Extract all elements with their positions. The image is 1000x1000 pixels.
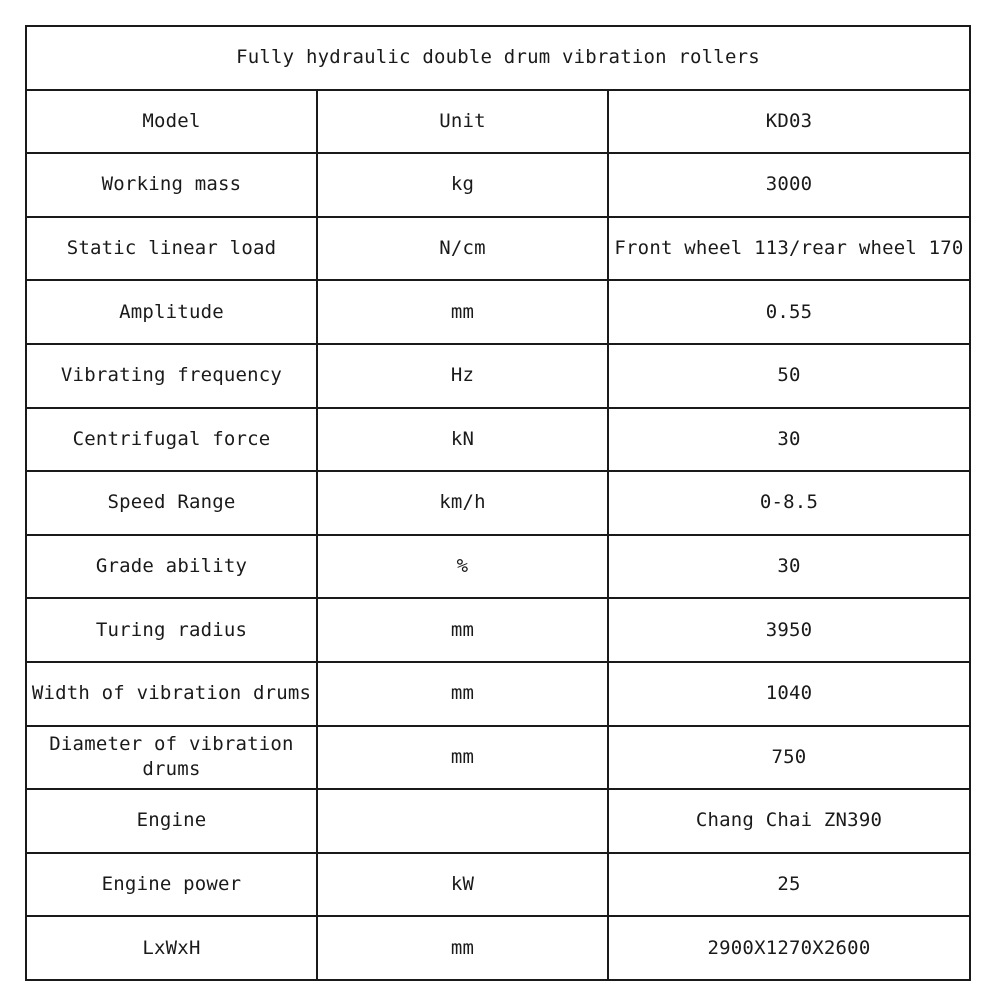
table-row	[26, 726, 970, 790]
value-cell: 3000	[608, 153, 970, 217]
table-row	[26, 471, 970, 535]
parameter-cell: Centrifugal force	[26, 408, 317, 472]
table-row	[26, 789, 970, 853]
header-model-label: Model	[26, 90, 317, 154]
table-header-row	[26, 90, 970, 154]
unit-cell: %	[317, 535, 608, 599]
table-row	[26, 153, 970, 217]
table-row	[26, 853, 970, 917]
parameter-cell: LxWxH	[26, 916, 317, 980]
parameter-cell: Width of vibration drums	[26, 662, 317, 726]
unit-cell: N/cm	[317, 217, 608, 281]
unit-cell: mm	[317, 280, 608, 344]
parameter-cell: Turing radius	[26, 598, 317, 662]
table-row	[26, 217, 970, 281]
value-cell: 30	[608, 535, 970, 599]
header-model-value: KD03	[608, 90, 970, 154]
parameter-cell: Speed Range	[26, 471, 317, 535]
value-cell: 30	[608, 408, 970, 472]
parameter-cell: Engine power	[26, 853, 317, 917]
unit-cell: km/h	[317, 471, 608, 535]
table-title: Fully hydraulic double drum vibration rollers	[26, 26, 970, 90]
unit-cell: mm	[317, 598, 608, 662]
spec-table	[25, 25, 971, 981]
table-row	[26, 280, 970, 344]
spec-table-body	[26, 26, 970, 980]
value-cell: 2900X1270X2600	[608, 916, 970, 980]
value-cell: 1040	[608, 662, 970, 726]
table-row	[26, 408, 970, 472]
value-cell: Front wheel 113/rear wheel 170	[608, 217, 970, 281]
table-row	[26, 916, 970, 980]
unit-cell: kg	[317, 153, 608, 217]
header-unit-label: Unit	[317, 90, 608, 154]
unit-cell: mm	[317, 726, 608, 790]
parameter-cell: Amplitude	[26, 280, 317, 344]
value-cell: 0.55	[608, 280, 970, 344]
value-cell: 0-8.5	[608, 471, 970, 535]
table-row	[26, 598, 970, 662]
unit-cell: mm	[317, 662, 608, 726]
value-cell: 25	[608, 853, 970, 917]
unit-cell	[317, 789, 608, 853]
parameter-cell: Static linear load	[26, 217, 317, 281]
table-row	[26, 344, 970, 408]
parameter-cell: Engine	[26, 789, 317, 853]
parameter-cell: Grade ability	[26, 535, 317, 599]
value-cell: 3950	[608, 598, 970, 662]
table-title-row	[26, 26, 970, 90]
unit-cell: mm	[317, 916, 608, 980]
parameter-cell: Vibrating frequency	[26, 344, 317, 408]
value-cell: 750	[608, 726, 970, 790]
table-row	[26, 535, 970, 599]
value-cell: Chang Chai ZN390	[608, 789, 970, 853]
table-row	[26, 662, 970, 726]
unit-cell: Hz	[317, 344, 608, 408]
unit-cell: kW	[317, 853, 608, 917]
parameter-cell: Working mass	[26, 153, 317, 217]
parameter-cell: Diameter of vibration drums	[26, 726, 317, 790]
value-cell: 50	[608, 344, 970, 408]
unit-cell: kN	[317, 408, 608, 472]
